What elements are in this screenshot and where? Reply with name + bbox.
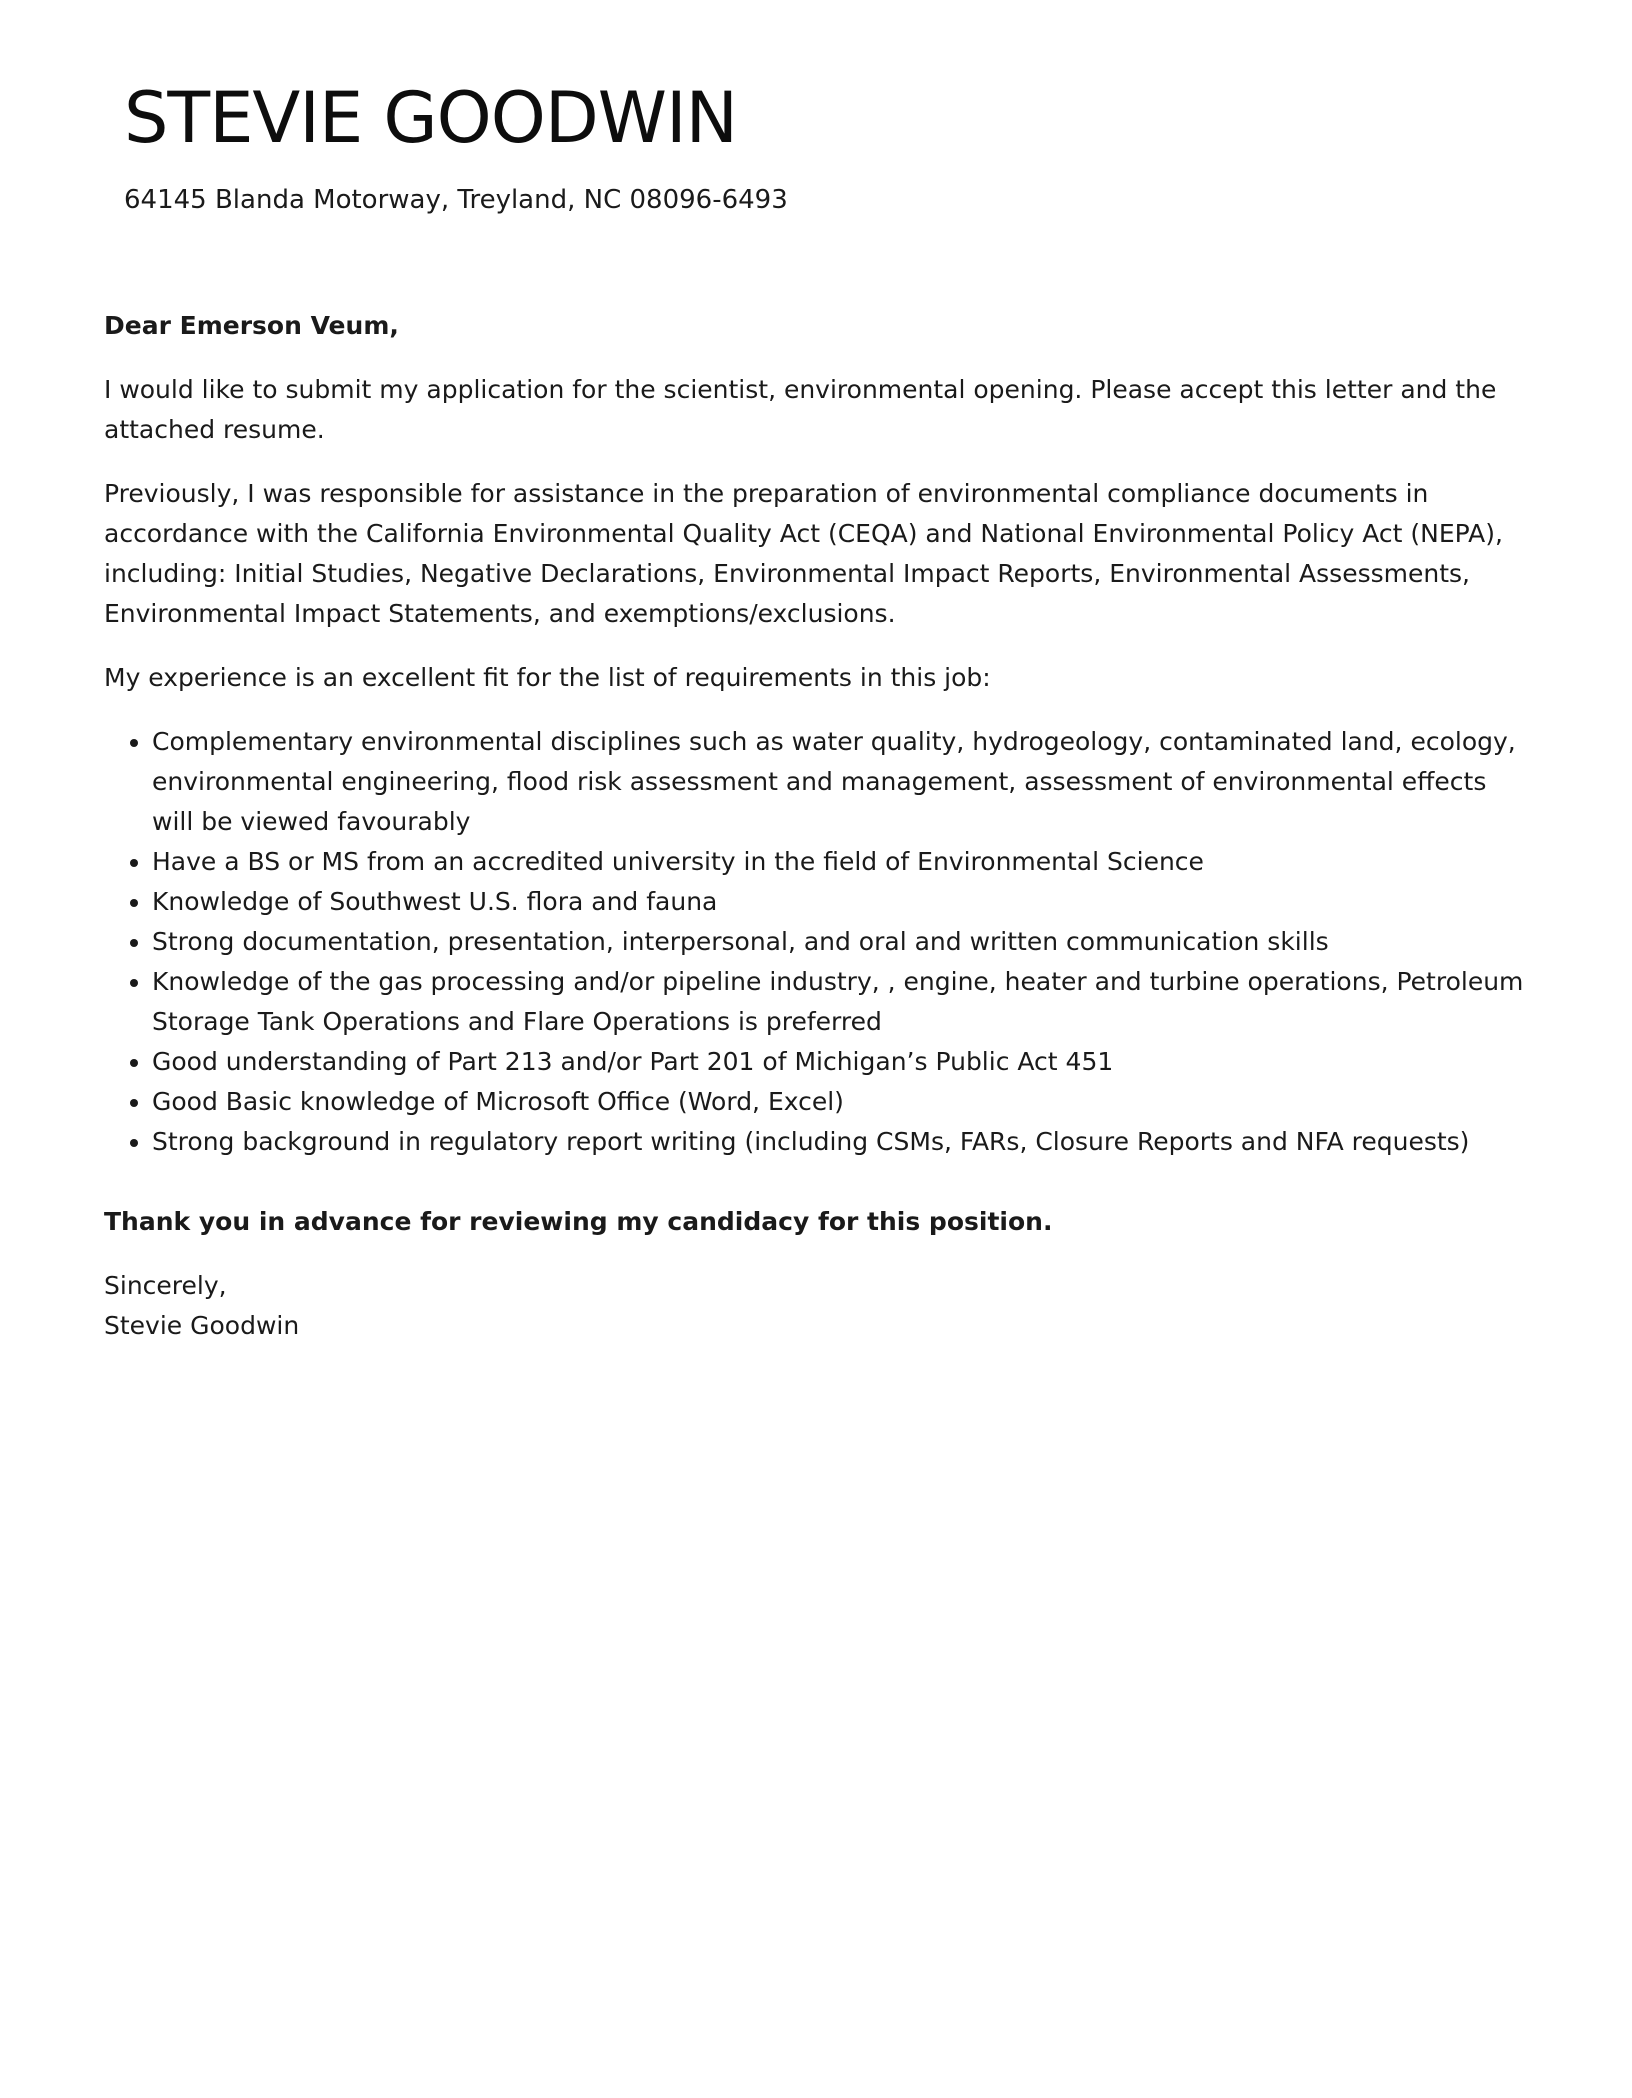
- requirements-list: [104, 722, 1524, 1162]
- signoff-block: [104, 1266, 1524, 1346]
- paragraph-intro: I would like to submit my application for the scientist, environmental opening. Please accept this letter and the attached resume.: [104, 375, 1497, 444]
- paragraph-experience: Previously, I was responsible for assistance in the preparation of environmental compliance documents in accordance with the California Environmental Quality Act (CEQA) and National Environmental Policy Act (NEPA), including: Initial Studies, Negative Declarations, Environmental Impact Reports, Environmental Assessments, Environmental Impact Statements, and exemptions/exclusions.: [104, 479, 1503, 628]
- letter-body: [104, 306, 1524, 1370]
- closing-line: Thank you in advance for reviewing my candidacy for this position.: [104, 1207, 1053, 1236]
- signoff: Sincerely,: [104, 1271, 227, 1300]
- list-item: • Knowledge of the gas processing and/or pipeline industry, , engine, heater and turbine operations, Petroleum Storage Tank Operations and Flare Operations is preferred: [152, 962, 1524, 1042]
- list-item: • Complementary environmental disciplines such as water quality, hydrogeology, contaminated land, ecology, environmental engineering, flood risk assessment and management, assessment of environmental effects will be viewed favourably: [152, 722, 1524, 842]
- signature: Stevie Goodwin: [104, 1311, 300, 1340]
- paragraph-requirements-intro: My experience is an excellent fit for the list of requirements in this job:: [104, 663, 991, 692]
- list-item: • Good Basic knowledge of Microsoft Office (Word, Excel): [152, 1082, 1524, 1122]
- letter-header: [124, 72, 1524, 220]
- salutation: Dear Emerson Veum,: [104, 311, 399, 340]
- list-item: • Good understanding of Part 213 and/or Part 201 of Michigan’s Public Act 451: [152, 1042, 1524, 1082]
- applicant-address: 64145 Blanda Motorway, Treyland, NC 08096-6493: [124, 185, 788, 215]
- list-item: • Strong documentation, presentation, interpersonal, and oral and written communication skills: [152, 922, 1524, 962]
- list-item: • Knowledge of Southwest U.S. flora and fauna: [152, 882, 1524, 922]
- applicant-name: STEVIE GOODWIN: [124, 77, 737, 159]
- list-item: • Have a BS or MS from an accredited university in the field of Environmental Science: [152, 842, 1524, 882]
- list-item: • Strong background in regulatory report writing (including CSMs, FARs, Closure Reports and NFA requests): [152, 1122, 1524, 1162]
